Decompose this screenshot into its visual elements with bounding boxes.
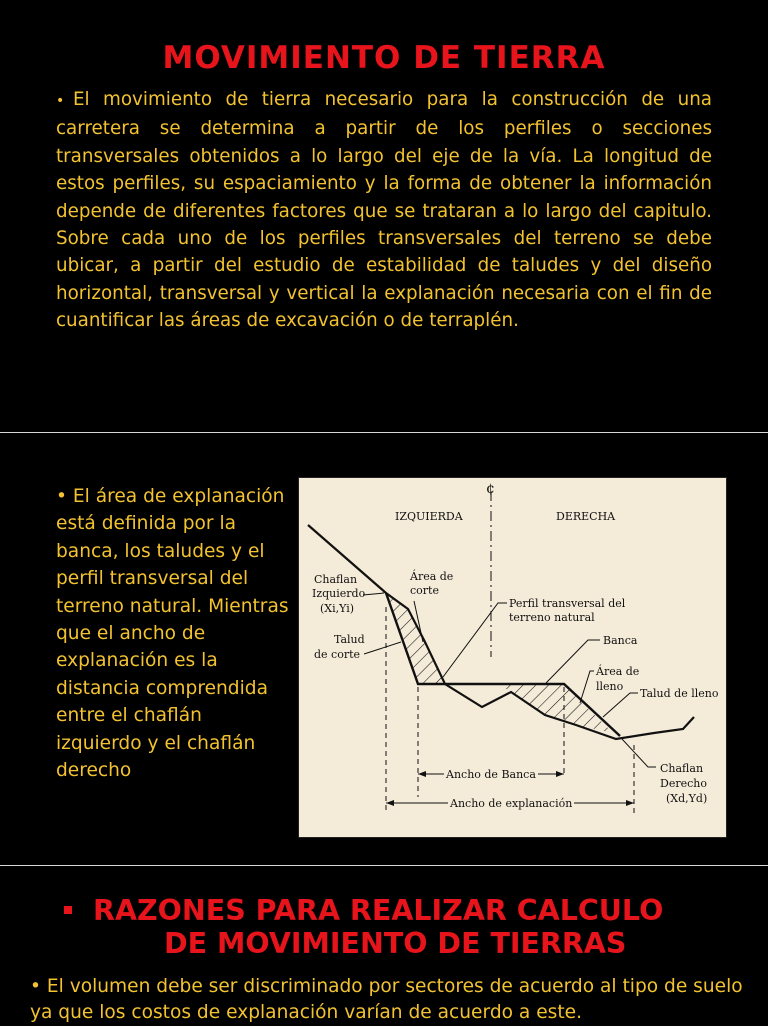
cross-section-diagram <box>298 477 727 838</box>
label-chaflan-der-3: (Xd,Yd) <box>666 792 708 805</box>
slide1-paragraph-text: El movimiento de tierra necesario para la construcción de una carretera se determina a partir de los perfiles o secciones transversales obtenidos a lo largo del eje de la vía. La longitud de estos perfiles, su espaciamiento y la forma de obtener la información depende de diferentes factores que se trataran a lo largo del capitulo. Sobre cada uno de los perfiles transversales del terreno se debe ubicar, a partir del estudio de estabilidad de taludes y del diseño horizontal, transversal y vertical la explanación necesaria con el fin de cuantificar las áreas de excavación o de terraplén. <box>56 89 712 332</box>
label-ancho-explanacion: Ancho de explanación <box>450 797 573 810</box>
label-banca: Banca <box>603 634 638 647</box>
label-derecha: DERECHA <box>556 510 616 523</box>
slide2-paragraph: • El área de explanación está definida por la banca, los taludes y el perfil transversal del terreno natural. Mientras que el ancho de explanación es la distancia comprendida entre el chaflán izquierdo y el chaflán derecho <box>56 486 289 782</box>
slide3-paragraph: • El volumen debe ser discriminado por sectores de acuerdo al tipo de suelo ya que los costos de explanación varían de acuerdo a este. <box>30 976 743 1023</box>
label-perfil-2: terreno natural <box>509 611 595 624</box>
slide3-title-line1: RAZONES PARA REALIZAR CALCULO <box>93 894 664 927</box>
label-chaflan-izq-1: Chaflan <box>314 573 358 586</box>
label-area-lleno-2: lleno <box>596 680 624 693</box>
label-ancho-banca: Ancho de Banca <box>446 768 536 781</box>
slide-razones <box>0 866 768 1024</box>
slide3-title <box>64 894 764 960</box>
label-talud-corte-1: Talud <box>334 633 365 646</box>
label-chaflan-der-1: Chaflan <box>660 762 704 775</box>
slide1-paragraph <box>56 86 712 335</box>
label-area-corte-2: corte <box>410 584 439 597</box>
label-talud-corte-2: de corte <box>314 648 361 661</box>
terrain-profile <box>308 525 694 739</box>
bullet-icon: • <box>56 93 65 109</box>
square-bullet-icon <box>64 906 72 914</box>
label-chaflan-izq-2: Izquierdo <box>312 587 366 600</box>
slide-area-explanacion <box>0 433 768 865</box>
slide-movimiento-de-tierra <box>0 0 768 432</box>
label-talud-lleno: Talud de lleno <box>640 687 719 700</box>
label-area-lleno-1: Área de <box>596 665 640 678</box>
centerline-symbol: ¢ <box>486 481 495 497</box>
slide1-title: MOVIMIENTO DE TIERRA <box>162 40 606 76</box>
slide3-title-line2: DE MOVIMIENTO DE TIERRAS <box>164 927 627 960</box>
cross-section-figure <box>298 477 727 838</box>
label-chaflan-der-2: Derecho <box>660 777 707 790</box>
label-chaflan-izq-3: (Xi,Yi) <box>320 602 355 615</box>
label-izquierda: IZQUIERDA <box>395 510 463 523</box>
label-area-corte-1: Área de <box>410 570 454 583</box>
label-perfil-1: Perfil transversal del <box>509 597 626 610</box>
